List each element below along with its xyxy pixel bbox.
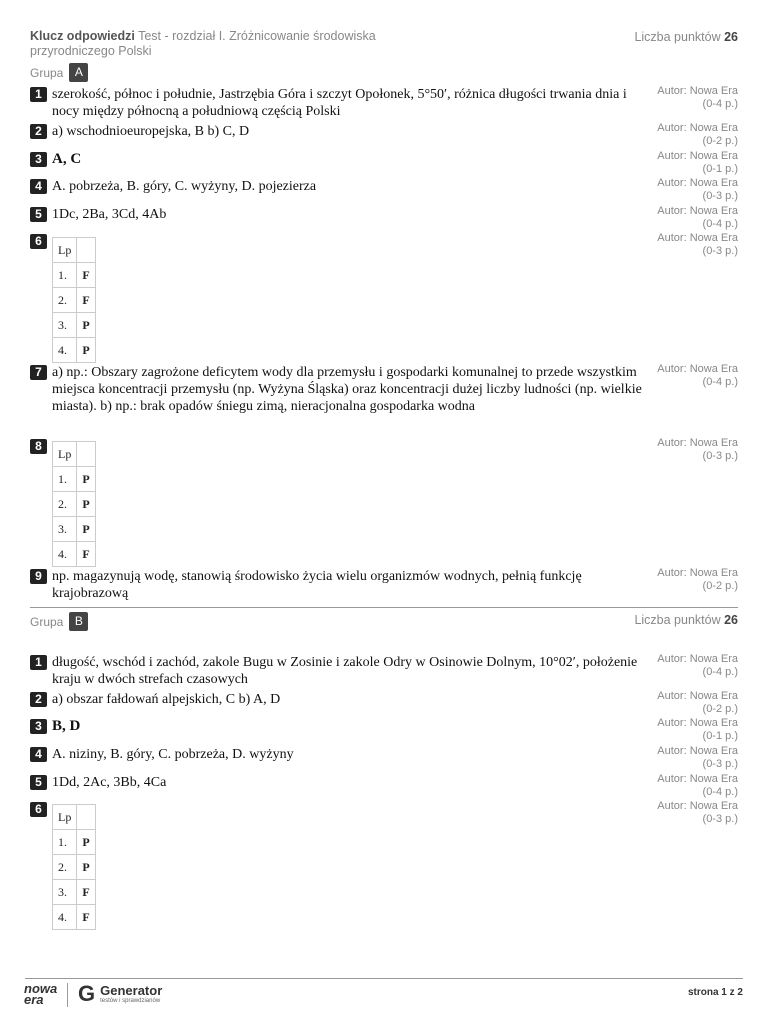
table-cell-lp: 3. (53, 517, 77, 542)
generator-subtitle: testów i sprawdzianów (100, 997, 161, 1004)
table-header-cell-empty (77, 805, 95, 830)
table-cell-answer: F (77, 263, 95, 288)
question-number: 5 (30, 775, 47, 790)
author-name: Autor: Nowa Era (657, 177, 738, 189)
points-range: (0-4 p.) (702, 218, 738, 230)
generator-g-icon: G (78, 981, 96, 1006)
question-number: 8 (30, 439, 47, 454)
table-cell-answer: P (77, 855, 95, 880)
total-points (634, 30, 738, 44)
author-info (618, 177, 738, 203)
author-info (618, 800, 738, 826)
table-cell-answer: P (77, 313, 95, 338)
answer-text: długość, wschód i zachód, zakole Bugu w Zosinie i zakole Odry w Osinowie Dolnym, 10°02′, położenie kraju w dwóch strefach czasowych (52, 655, 638, 687)
author-info (618, 717, 738, 743)
author-info (618, 205, 738, 231)
points-range: (0-2 p.) (702, 135, 738, 147)
table-header-row (53, 442, 96, 467)
table-cell-answer: F (77, 880, 95, 905)
author-name: Autor: Nowa Era (657, 773, 738, 785)
table-row (53, 263, 96, 288)
group-b-heading (30, 612, 88, 631)
table-cell-lp: 4. (53, 338, 77, 363)
table-row (53, 880, 96, 905)
question-number: 6 (30, 802, 47, 817)
answer-text: a) wschodnioeuropejska, B b) C, D (52, 124, 250, 139)
author-name: Autor: Nowa Era (657, 150, 738, 162)
group-b-badge: B (69, 612, 88, 631)
table-cell-answer: F (77, 905, 95, 930)
points-range: (0-3 p.) (702, 245, 738, 257)
author-name: Autor: Nowa Era (657, 122, 738, 134)
table-header-cell-empty (77, 442, 95, 467)
question-number: 6 (30, 234, 47, 249)
table-row (53, 830, 96, 855)
table-cell-answer: P (77, 830, 95, 855)
points-range: (0-1 p.) (702, 730, 738, 742)
table-cell-answer: P (77, 492, 95, 517)
table-row (53, 313, 96, 338)
table-row (53, 855, 96, 880)
answer-text: 1Dc, 2Ba, 3Cd, 4Ab (52, 207, 167, 222)
author-name: Autor: Nowa Era (657, 567, 738, 579)
table-cell-answer: P (77, 467, 95, 492)
table-cell-lp: 3. (53, 880, 77, 905)
table-row (53, 467, 96, 492)
table-cell-lp: 4. (53, 905, 77, 930)
table-header-cell: Lp (53, 238, 77, 263)
table-cell-lp: 2. (53, 492, 77, 517)
table-cell-answer: P (77, 517, 95, 542)
author-info (618, 150, 738, 176)
author-info (618, 85, 738, 111)
table-row (53, 288, 96, 313)
table-cell-answer: P (77, 338, 95, 363)
answer-text: A. pobrzeża, B. góry, C. wyżyny, D. pojezierza (52, 179, 317, 194)
group-divider (30, 607, 738, 608)
answer-table (52, 441, 96, 567)
table-cell-lp: 4. (53, 542, 77, 567)
question-number: 1 (30, 87, 47, 102)
question-number: 7 (30, 365, 47, 380)
answer-table (52, 237, 96, 363)
table-cell-lp: 1. (53, 263, 77, 288)
table-header-cell: Lp (53, 442, 77, 467)
table-cell-answer: F (77, 288, 95, 313)
author-info (618, 773, 738, 799)
answer-text: np. magazynują wodę, stanowią środowisko życia wielu organizmów wodnych, pełnią funkcję krajobrazową (52, 569, 582, 601)
author-name: Autor: Nowa Era (657, 232, 738, 244)
table-cell-lp: 1. (53, 830, 77, 855)
table-row (53, 517, 96, 542)
points-range: (0-2 p.) (702, 703, 738, 715)
answer-table (52, 804, 96, 930)
author-info (618, 745, 738, 771)
author-info (618, 363, 738, 389)
document-title (30, 29, 430, 59)
generator-logo-text (100, 984, 162, 1005)
author-name: Autor: Nowa Era (657, 205, 738, 217)
group-a-label: Grupa (30, 65, 64, 80)
question-number: 3 (30, 152, 47, 167)
author-info (618, 232, 738, 258)
answer-text: 1Dd, 2Ac, 3Bb, 4Ca (52, 775, 167, 790)
author-name: Autor: Nowa Era (657, 653, 738, 665)
author-name: Autor: Nowa Era (657, 85, 738, 97)
group-a-badge: A (69, 63, 88, 82)
table-cell-lp: 3. (53, 313, 77, 338)
author-name: Autor: Nowa Era (657, 745, 738, 757)
nowa-era-logo: nowa era (24, 981, 58, 1007)
table-row (53, 905, 96, 930)
question-number: 3 (30, 719, 47, 734)
author-info (618, 690, 738, 716)
answer-text: a) obszar fałdowań alpejskich, C b) A, D (52, 692, 281, 707)
document-title-bold: Klucz odpowiedzi (30, 29, 135, 43)
author-name: Autor: Nowa Era (657, 800, 738, 812)
table-header-cell: Lp (53, 805, 77, 830)
answer-text: a) np.: Obszary zagrożone deficytem wody dla przemysłu i gospodarki komunalnej to przede wszystkim miejsca koncentracji przemysłu (np. Wyżyna Śląska) oraz koncentracji dużej liczby ludności (np. wielkie miasta). b) np.: brak opadów śniegu zimą, nieracjonalna gospodarka wodna (52, 365, 642, 414)
logo-separator (67, 983, 68, 1007)
author-name: Autor: Nowa Era (657, 363, 738, 375)
points-range: (0-4 p.) (702, 666, 738, 678)
table-row (53, 492, 96, 517)
points-range: (0-4 p.) (702, 376, 738, 388)
group-b-points (634, 613, 738, 627)
table-cell-lp: 2. (53, 855, 77, 880)
group-b-points-value: 26 (724, 613, 738, 627)
table-cell-lp: 1. (53, 467, 77, 492)
author-info (618, 437, 738, 463)
page-number: strona 1 z 2 (687, 987, 743, 998)
author-name: Autor: Nowa Era (657, 437, 738, 449)
table-cell-lp: 2. (53, 288, 77, 313)
group-b-label: Grupa (30, 614, 64, 629)
author-info (618, 653, 738, 679)
answer-text: A. niziny, B. góry, C. pobrzeża, D. wyżyny (52, 747, 294, 762)
generator-name: Generator (100, 982, 163, 998)
document-title-rest: Test - rozdział I. Zróżnicowanie środowiska przyrodniczego Polski (30, 29, 376, 58)
author-info (618, 122, 738, 148)
author-info (618, 567, 738, 593)
points-range: (0-3 p.) (702, 450, 738, 462)
total-points-label: Liczba punktów (634, 30, 721, 44)
table-cell-answer: F (77, 542, 95, 567)
points-range: (0-4 p.) (702, 786, 738, 798)
answer-text: A, C (52, 151, 82, 167)
points-range: (0-3 p.) (702, 813, 738, 825)
footer-divider (25, 978, 743, 979)
generator-logo (78, 983, 162, 1005)
answer-text: B, D (52, 718, 81, 734)
question-number: 2 (30, 124, 47, 139)
table-header-cell-empty (77, 238, 95, 263)
points-range: (0-3 p.) (702, 190, 738, 202)
table-row (53, 542, 96, 567)
question-number: 2 (30, 692, 47, 707)
points-range: (0-2 p.) (702, 580, 738, 592)
total-points-value: 26 (724, 30, 738, 44)
table-row (53, 338, 96, 363)
answer-text: szerokość, północ i południe, Jastrzębia Góra i szczyt Opołonek, 5°50′, różnica długości trwania dnia i nocy między północną a południową częścią Polski (52, 87, 627, 119)
author-name: Autor: Nowa Era (657, 717, 738, 729)
question-number: 9 (30, 569, 47, 584)
table-header-row (53, 238, 96, 263)
author-name: Autor: Nowa Era (657, 690, 738, 702)
question-number: 4 (30, 747, 47, 762)
points-range: (0-1 p.) (702, 163, 738, 175)
question-number: 5 (30, 207, 47, 222)
question-number: 4 (30, 179, 47, 194)
group-b-points-label: Liczba punktów (634, 613, 721, 627)
group-a-heading (30, 63, 88, 82)
points-range: (0-3 p.) (702, 758, 738, 770)
table-header-row (53, 805, 96, 830)
points-range: (0-4 p.) (702, 98, 738, 110)
question-number: 1 (30, 655, 47, 670)
